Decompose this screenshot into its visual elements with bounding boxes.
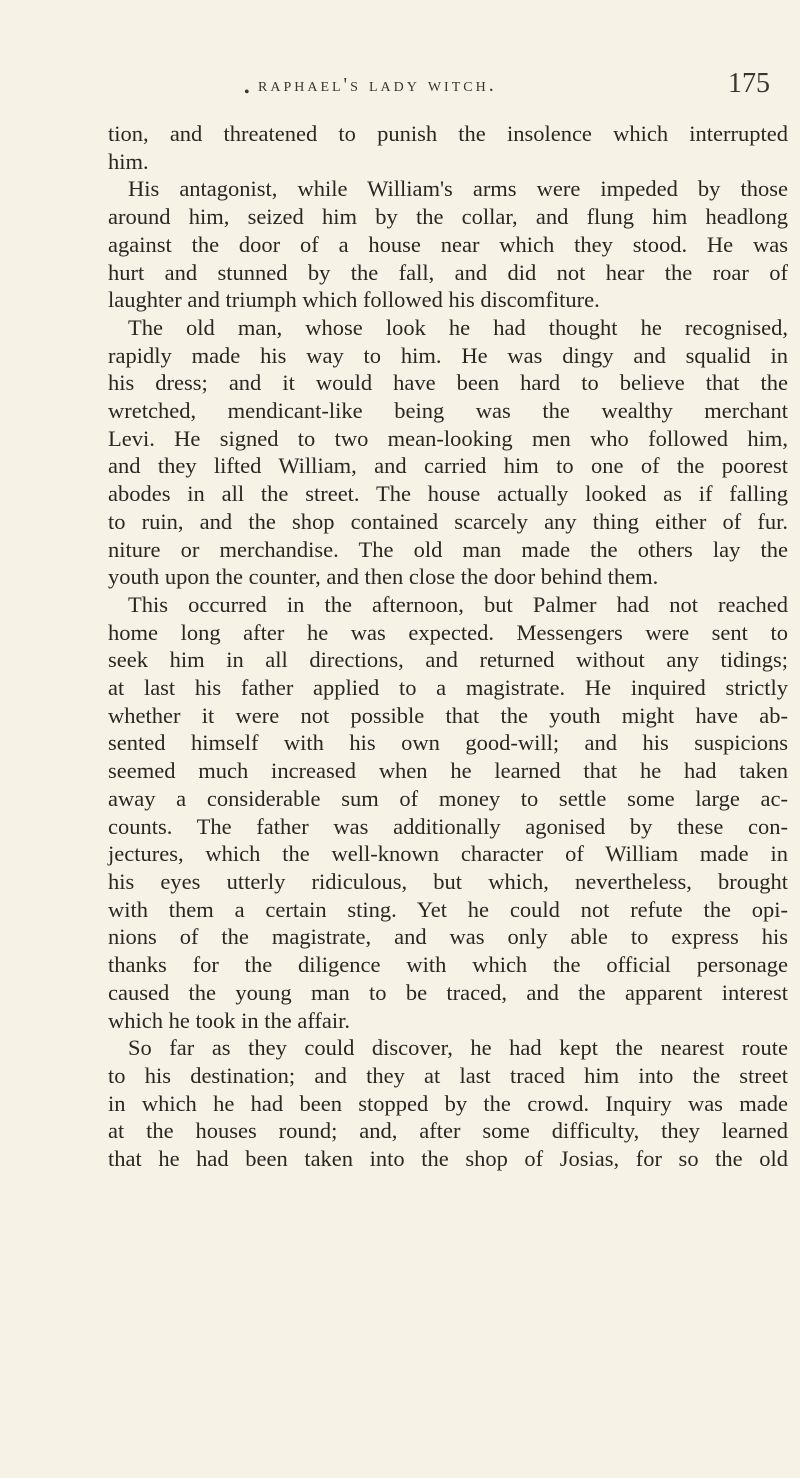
text-line: to ruin, and the shop contained scarcely any thing either of fur. [108, 508, 788, 534]
text-line: seek him in all directions, and returned without any tidings; [108, 647, 788, 673]
text-line: with them a certain sting. Yet he could not refute the opi- [108, 896, 788, 922]
text-line: counts. The father was additionally agonised by these con- [108, 813, 788, 839]
text-line: hurt and stunned by the fall, and did not hear the roar of [108, 259, 788, 285]
body-text [108, 120, 788, 1173]
page-number: 175 [728, 68, 770, 99]
printer-mark: • [244, 84, 250, 101]
text-line: thanks for the diligence with which the official personage [108, 952, 788, 978]
text-line: his dress; and it would have been hard to believe that the [108, 370, 788, 396]
text-line: seemed much increased when he learned that he had taken [108, 758, 788, 784]
text-line: The old man, whose look he had thought he recognised, [128, 314, 788, 340]
running-title: raphael's lady witch. [258, 74, 497, 96]
text-line: His antagonist, while William's arms were impeded by those [128, 176, 788, 202]
text-line: around him, seized him by the collar, and flung him headlong [108, 204, 788, 230]
text-line: home long after he was expected. Messengers were sent to [108, 619, 788, 645]
text-line: away a considerable sum of money to settle some large ac- [108, 785, 788, 811]
text-line: This occurred in the afternoon, but Palmer had not reached [128, 591, 788, 617]
text-line: in which he had been stopped by the crowd. Inquiry was made [108, 1090, 788, 1116]
text-line: youth upon the counter, and then close the door behind them. [108, 564, 659, 590]
text-line: abodes in all the street. The house actually looked as if falling [108, 481, 788, 507]
text-line: wretched, mendicant-like being was the wealthy merchant [108, 398, 788, 424]
text-line: rapidly made his way to him. He was dingy and squalid in [108, 342, 788, 368]
text-line: niture or merchandise. The old man made the others lay the [108, 536, 788, 562]
text-line: laughter and triumph which followed his discomfiture. [108, 287, 600, 313]
running-head [210, 68, 770, 114]
text-line: Levi. He signed to two mean-looking men who followed him, [108, 425, 788, 451]
text-line: sented himself with his own good-will; and his suspicions [108, 730, 788, 756]
text-line: his eyes utterly ridiculous, but which, nevertheless, brought [108, 868, 788, 894]
text-line: which he took in the affair. [108, 1007, 351, 1033]
text-line: So far as they could discover, he had kept the nearest route [128, 1035, 788, 1061]
text-line: and they lifted William, and carried him to one of the poorest [108, 453, 788, 479]
text-line: at last his father applied to a magistrate. He inquired strictly [108, 675, 788, 701]
text-line: whether it were not possible that the youth might have ab- [108, 702, 788, 728]
text-line: tion, and threatened to punish the insolence which interrupted [108, 121, 788, 146]
text-line: him. [108, 148, 149, 174]
text-line: caused the young man to be traced, and the apparent interest [108, 979, 788, 1005]
text-line: nions of the magistrate, and was only able to express his [108, 924, 788, 950]
text-line: at the houses round; and, after some difficulty, they learned [108, 1118, 788, 1144]
text-line: against the door of a house near which they stood. He was [108, 231, 788, 257]
text-line: that he had been taken into the shop of Josias, for so the old [108, 1146, 788, 1172]
text-line: to his destination; and they at last traced him into the street [108, 1062, 788, 1088]
text-line: jectures, which the well-known character of William made in [108, 841, 788, 867]
